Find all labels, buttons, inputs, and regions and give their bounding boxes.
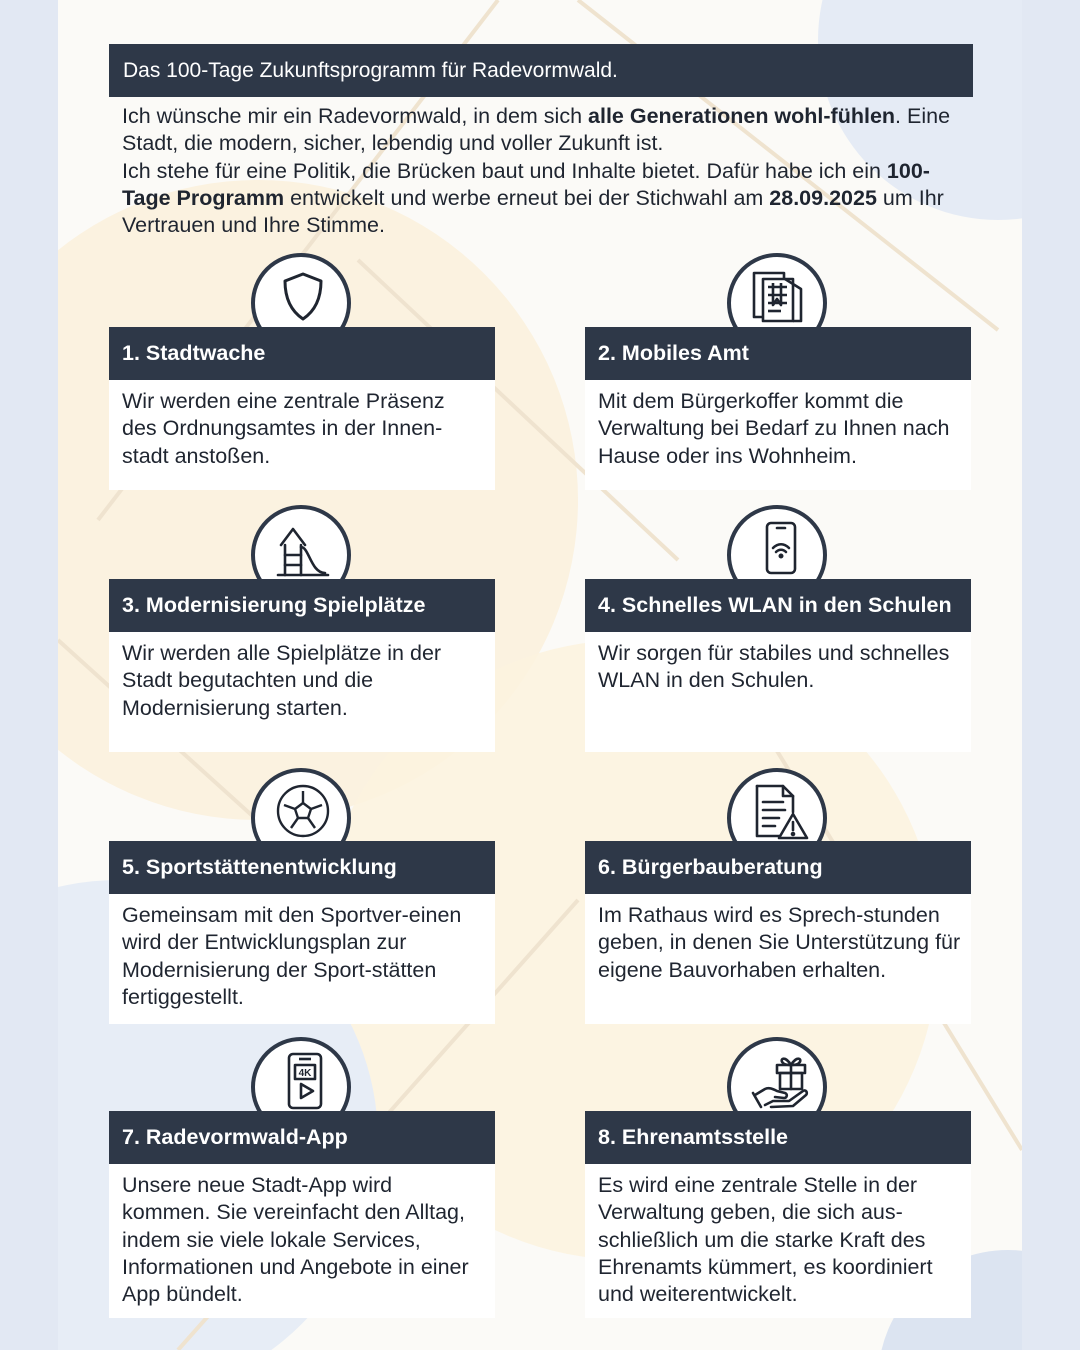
item-text: Unsere neue Stadt-App wird kommen. Sie vereinfacht den Alltag, indem sie viele lokale Services, Informationen und Angebote in einer App bündelt.	[109, 1164, 495, 1318]
item-title: 4. Schnelles WLAN in den Schulen	[585, 579, 971, 632]
item-title: 3. Modernisierung Spielplätze	[109, 579, 495, 632]
intro-text-part: . Eine Stadt, die modern, sicher, lebendig und voller Zukunft ist.	[122, 104, 951, 156]
item-title: 2. Mobiles Amt	[585, 327, 971, 380]
election-date: 28.09.2025	[769, 185, 877, 210]
intro-text-part: entwickelt und werbe erneut bei der Stichwahl am	[284, 185, 770, 210]
intro-highlight: 100-Tage Programm	[122, 158, 930, 210]
item-title: 6. Bürgerbauberatung	[585, 841, 971, 894]
intro-highlight: alle Generationen wohl-fühlen	[588, 104, 896, 128]
intro-text-part: Ich stehe für eine Politik, die Brücken baut und Inhalte bietet. Dafür habe ich ein	[122, 158, 887, 183]
item-title: 1. Stadtwache	[109, 327, 495, 380]
item-text: Wir werden alle Spielplätze in der Stadt begutachten und die Modernisierung starten.	[109, 632, 495, 752]
item-title: 8. Ehrenamtsstelle	[585, 1111, 971, 1164]
page-title: Das 100-Tage Zukunftsprogramm für Radevormwald.	[109, 44, 973, 97]
item-title: 5. Sportstättenentwicklung	[109, 841, 495, 894]
item-text: Wir werden eine zentrale Präsenz des Ordnungsamtes in der Innen-stadt anstoßen.	[109, 380, 495, 490]
intro-text-part: um Ihr Vertrauen und Ihre Stimme.	[122, 185, 944, 238]
item-title: 7. Radevormwald-App	[109, 1111, 495, 1164]
item-text: Es wird eine zentrale Stelle in der Verwaltung geben, die sich aus-schließlich um die starke Kraft des Ehrenamts kümmert, es koordiniert und weiterentwickelt.	[585, 1164, 971, 1318]
item-text: Gemeinsam mit den Sportver-einen wird der Entwicklungsplan zur Modernisierung der Sport-stätten fertiggestellt.	[109, 894, 495, 1024]
intro-text-part: Ich wünsche mir ein Radevormwald, in dem sich	[122, 104, 589, 128]
item-text: Im Rathaus wird es Sprech-stunden geben, in denen Sie Unterstützung für eigene Bauvorhaben erhalten.	[585, 894, 971, 1024]
item-text: Mit dem Bürgerkoffer kommt die Verwaltung bei Bedarf zu Ihnen nach Hause oder ins Wohnheim.	[585, 380, 971, 490]
item-text: Wir sorgen für stabiles und schnelles WLAN in den Schulen.	[585, 632, 971, 752]
intro-text	[109, 103, 973, 239]
svg-text:4K: 4K	[298, 1068, 312, 1079]
